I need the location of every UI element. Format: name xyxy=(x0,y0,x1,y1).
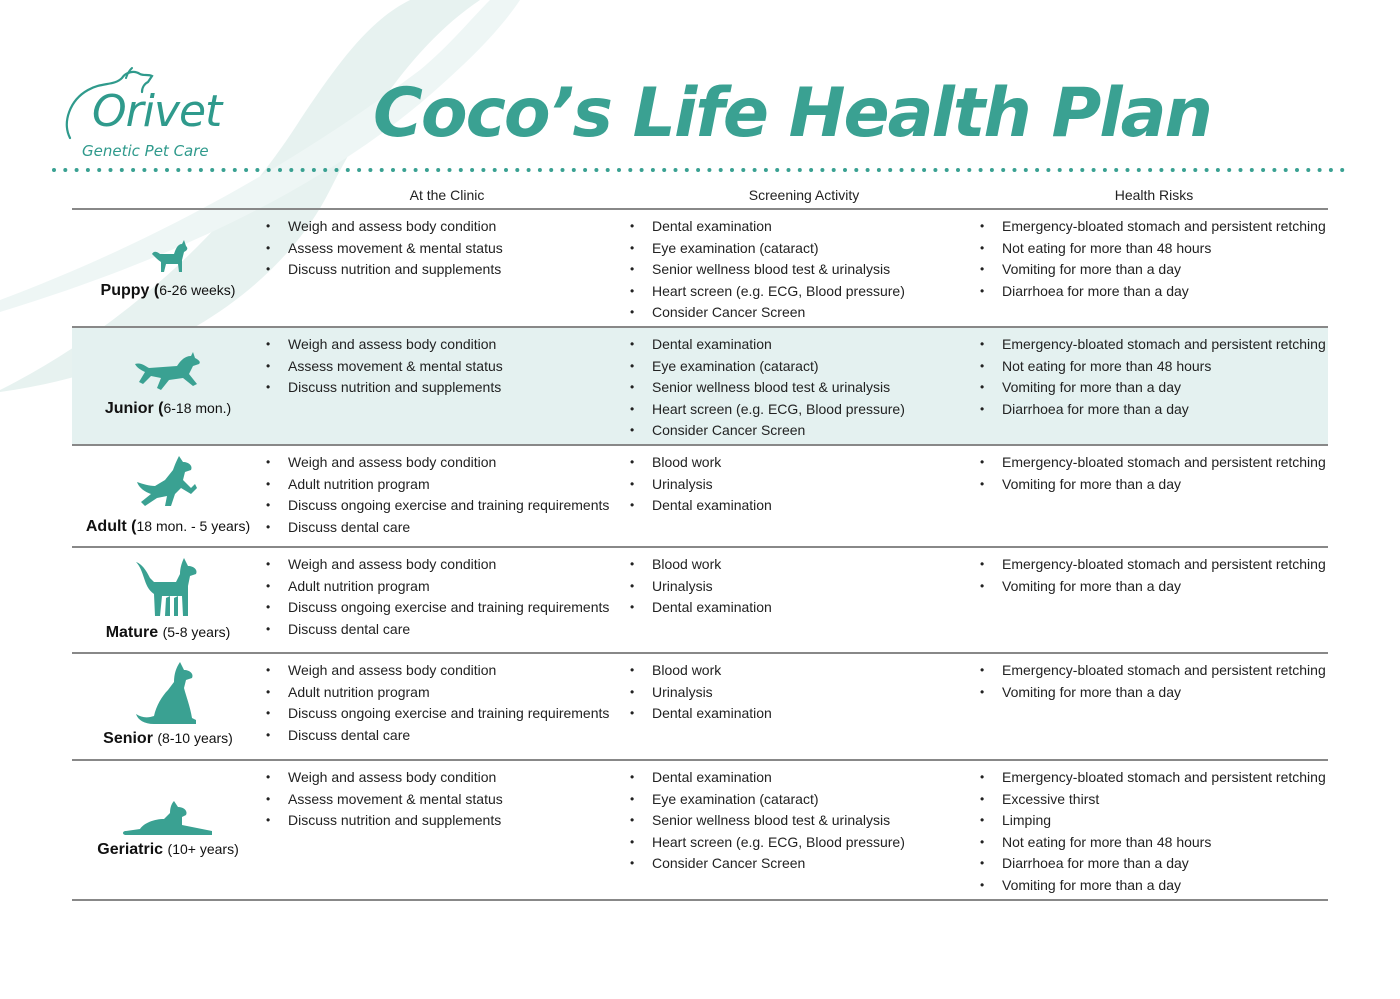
screening-list xyxy=(630,767,905,875)
list-item: • Dental examination xyxy=(630,597,772,619)
list-item: • Emergency-bloated stomach and persistent retching xyxy=(980,452,1326,474)
stage-senior xyxy=(72,660,264,748)
list-item: • Vomiting for more than a day xyxy=(980,682,1326,704)
risks-list xyxy=(980,216,1326,302)
list-item: • Dental examination xyxy=(630,334,905,356)
risks-list xyxy=(980,554,1326,597)
screening-list xyxy=(630,452,772,517)
list-item: • Assess movement & mental status xyxy=(266,356,503,378)
stage-range: 18 mon. - 5 years) xyxy=(136,518,251,534)
list-item: • Vomiting for more than a day xyxy=(980,474,1326,496)
stage-name: Geriatric xyxy=(97,841,168,858)
list-item: • Adult nutrition program xyxy=(266,474,609,496)
column-header-clinic: At the Clinic xyxy=(409,187,485,203)
page-title: Coco’s Life Health Plan xyxy=(373,74,1211,153)
list-item: • Discuss dental care xyxy=(266,725,609,747)
lying-dog-icon xyxy=(120,797,216,837)
list-item: • Blood work xyxy=(630,660,772,682)
list-item: • Consider Cancer Screen xyxy=(630,302,905,324)
list-item: • Urinalysis xyxy=(630,474,772,496)
list-item: • Vomiting for more than a day xyxy=(980,377,1326,399)
stage-name: Puppy ( xyxy=(100,282,160,299)
puppy-icon xyxy=(146,234,190,278)
stage-range: (5-8 years) xyxy=(162,624,231,640)
list-item: • Vomiting for more than a day xyxy=(980,259,1326,281)
list-item: • Emergency-bloated stomach and persistent retching xyxy=(980,216,1326,238)
list-item: • Diarrhoea for more than a day xyxy=(980,281,1326,303)
list-item: • Heart screen (e.g. ECG, Blood pressure) xyxy=(630,399,905,421)
column-header-risks: Health Risks xyxy=(1114,187,1194,203)
list-item: • Urinalysis xyxy=(630,682,772,704)
list-item: • Discuss ongoing exercise and training requirements xyxy=(266,495,609,517)
stage-name: Mature xyxy=(105,624,163,641)
list-item: • Vomiting for more than a day xyxy=(980,576,1326,598)
stage-range: (8-10 years) xyxy=(157,730,233,746)
table-row-mature xyxy=(72,548,1328,654)
list-item: • Diarrhoea for more than a day xyxy=(980,399,1326,421)
clinic-list xyxy=(266,452,609,538)
list-item: • Limping xyxy=(980,810,1326,832)
list-item: • Diarrhoea for more than a day xyxy=(980,853,1326,875)
list-item: • Eye examination (cataract) xyxy=(630,789,905,811)
list-item: • Assess movement & mental status xyxy=(266,789,503,811)
list-item: • Discuss nutrition and supplements xyxy=(266,810,503,832)
list-item: • Senior wellness blood test & urinalysis xyxy=(630,810,905,832)
list-item: • Not eating for more than 48 hours xyxy=(980,356,1326,378)
list-item: • Discuss ongoing exercise and training requirements xyxy=(266,597,609,619)
list-item: • Blood work xyxy=(630,554,772,576)
list-item: • Weigh and assess body condition xyxy=(266,554,609,576)
table-row-senior xyxy=(72,654,1328,761)
list-item: • Excessive thirst xyxy=(980,789,1326,811)
logo-wordmark: Orivet xyxy=(92,86,222,137)
stage-range: (10+ years) xyxy=(167,841,239,857)
running-dog-icon xyxy=(133,350,203,396)
clinic-list xyxy=(266,767,503,832)
stage-junior xyxy=(72,350,264,418)
list-item: • Weigh and assess body condition xyxy=(266,767,503,789)
list-item: • Not eating for more than 48 hours xyxy=(980,832,1326,854)
list-item: • Senior wellness blood test & urinalysis xyxy=(630,377,905,399)
clinic-list xyxy=(266,554,609,640)
list-item: • Dental examination xyxy=(630,703,772,725)
stage-puppy xyxy=(72,234,264,300)
screening-list xyxy=(630,334,905,442)
list-item: • Adult nutrition program xyxy=(266,576,609,598)
list-item: • Adult nutrition program xyxy=(266,682,609,704)
list-item: • Discuss nutrition and supplements xyxy=(266,377,503,399)
list-item: • Emergency-bloated stomach and persistent retching xyxy=(980,660,1326,682)
stage-name: Junior ( xyxy=(104,400,164,417)
list-item: • Dental examination xyxy=(630,216,905,238)
stage-name: Senior xyxy=(103,730,158,747)
logo-tagline: Genetic Pet Care xyxy=(82,142,209,160)
clinic-list xyxy=(266,660,609,746)
table-row-geriatric xyxy=(72,761,1328,901)
list-item: • Urinalysis xyxy=(630,576,772,598)
list-item: • Emergency-bloated stomach and persistent retching xyxy=(980,554,1326,576)
list-item: • Eye examination (cataract) xyxy=(630,356,905,378)
list-item: • Discuss dental care xyxy=(266,619,609,641)
clinic-list xyxy=(266,216,503,281)
list-item: • Dental examination xyxy=(630,495,772,517)
list-item: • Discuss dental care xyxy=(266,517,609,539)
list-item: • Consider Cancer Screen xyxy=(630,420,905,442)
list-item: • Emergency-bloated stomach and persistent retching xyxy=(980,334,1326,356)
list-item: • Assess movement & mental status xyxy=(266,238,503,260)
list-item: • Weigh and assess body condition xyxy=(266,660,609,682)
stage-geriatric xyxy=(72,797,264,859)
stage-adult xyxy=(72,454,264,536)
list-item: • Not eating for more than 48 hours xyxy=(980,238,1326,260)
list-item: • Blood work xyxy=(630,452,772,474)
risks-list xyxy=(980,334,1326,420)
list-item: • Senior wellness blood test & urinalysis xyxy=(630,259,905,281)
list-item: • Weigh and assess body condition xyxy=(266,216,503,238)
table-row-puppy xyxy=(72,210,1328,328)
risks-list xyxy=(980,767,1326,896)
sitting-dog-icon xyxy=(134,660,202,726)
list-item: • Discuss nutrition and supplements xyxy=(266,259,503,281)
stage-range: 6-26 weeks) xyxy=(159,282,236,298)
list-item: • Dental examination xyxy=(630,767,905,789)
standing-dog-icon xyxy=(134,556,202,620)
table-row-junior xyxy=(72,328,1328,446)
screening-list xyxy=(630,554,772,619)
stage-range: 6-18 mon.) xyxy=(163,400,232,416)
stage-name: Adult ( xyxy=(85,518,137,535)
list-item: • Consider Cancer Screen xyxy=(630,853,905,875)
list-item: • Heart screen (e.g. ECG, Blood pressure) xyxy=(630,281,905,303)
list-item: • Discuss ongoing exercise and training requirements xyxy=(266,703,609,725)
list-item: • Eye examination (cataract) xyxy=(630,238,905,260)
list-item: • Emergency-bloated stomach and persistent retching xyxy=(980,767,1326,789)
risks-list xyxy=(980,452,1326,495)
stage-mature xyxy=(72,556,264,642)
clinic-list xyxy=(266,334,503,399)
list-item: • Heart screen (e.g. ECG, Blood pressure) xyxy=(630,832,905,854)
column-header-screening: Screening Activity xyxy=(748,187,860,203)
screening-list xyxy=(630,660,772,725)
jumping-dog-icon xyxy=(135,454,201,514)
table-row-adult xyxy=(72,446,1328,548)
list-item: • Weigh and assess body condition xyxy=(266,334,503,356)
screening-list xyxy=(630,216,905,324)
risks-list xyxy=(980,660,1326,703)
list-item: • Weigh and assess body condition xyxy=(266,452,609,474)
orivet-logo xyxy=(56,64,226,164)
dotted-divider xyxy=(50,166,1350,174)
list-item: • Vomiting for more than a day xyxy=(980,875,1326,897)
